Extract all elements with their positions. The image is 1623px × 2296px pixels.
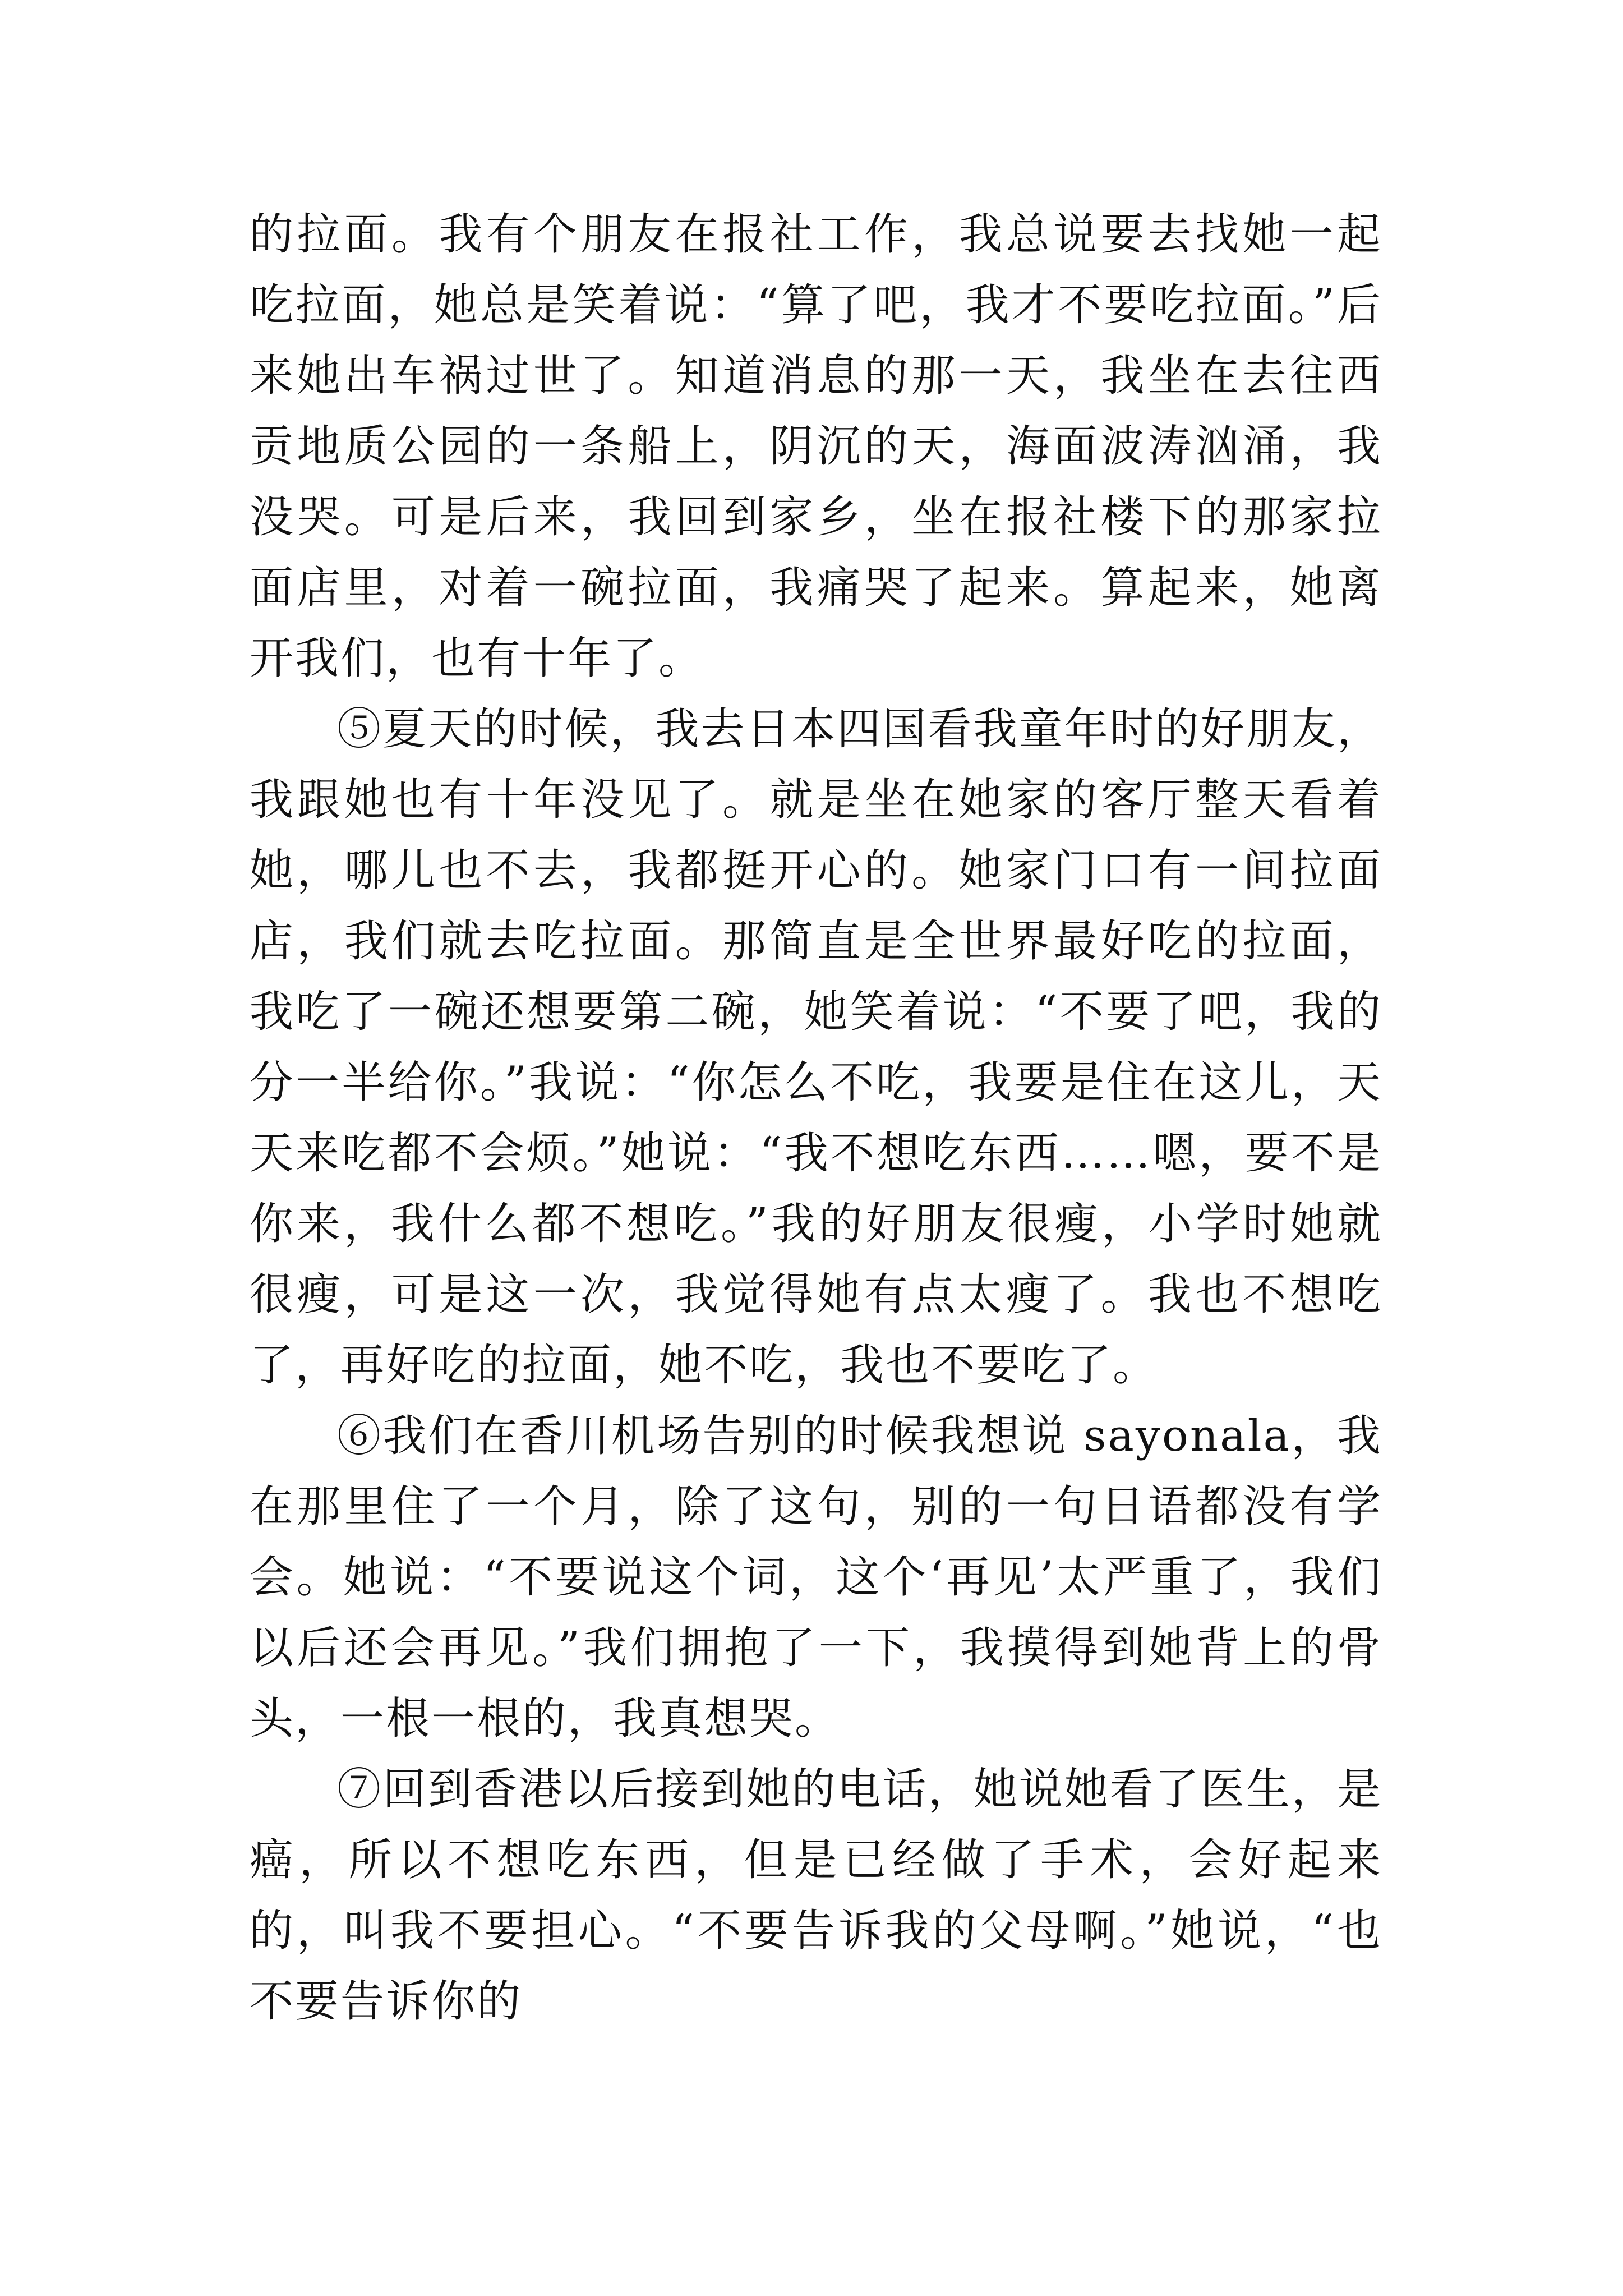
article-body [250,199,1382,2037]
paragraph-4-continued: 的拉面。我有个朋友在报社工作，我总说要去找她一起吃拉面，她总是笑着说：“算了吧，我才不要吃拉面。”后来她出车祸过世了。知道消息的那一天，我坐在去往西贡地质公园的一条船上，阴沉的天，海面波涛汹涌，我没哭。可是后来，我回到家乡，坐在报社楼下的那家拉面店里，对着一碗拉面，我痛哭了起来。算起来，她离开我们，也有十年了。 [250,209,1382,684]
paragraph-5: ⑤夏天的时候，我去日本四国看我童年时的好朋友，我跟她也有十年没见了。就是坐在她家的客厅整天看着她，哪儿也不去，我都挺开心的。她家门口有一间拉面店，我们就去吃拉面。那简直是全世界最好吃的拉面，我吃了一碗还想要第二碗，她笑着说：“不要了吧，我的分一半给你。”我说：“你怎么不吃，我要是住在这儿，天天来吃都不会烦。”她说：“我不想吃东西……嗯，要不是你来，我什么都不想吃。”我的好朋友很瘦，小学时她就很瘦，可是这一次，我觉得她有点太瘦了。我也不想吃了，再好吃的拉面，她不吃，我也不要吃了。 [250,704,1382,1391]
paragraph-6: ⑥我们在香川机场告别的时候我想说 sayonala，我在那里住了一个月，除了这句，别的一句日语都没有学会。她说：“不要说这个词，这个‘再见’太严重了，我们以后还会再见。”我们拥抱了一下，我摸得到她背上的骨头，一根一根的，我真想哭。 [250,1411,1382,1744]
paragraph-7: ⑦回到香港以后接到她的电话，她说她看了医生，是癌，所以不想吃东西，但是已经做了手术，会好起来的，叫我不要担心。“不要告诉我的父母啊。”她说，“也不要告诉你的 [250,1764,1382,2027]
